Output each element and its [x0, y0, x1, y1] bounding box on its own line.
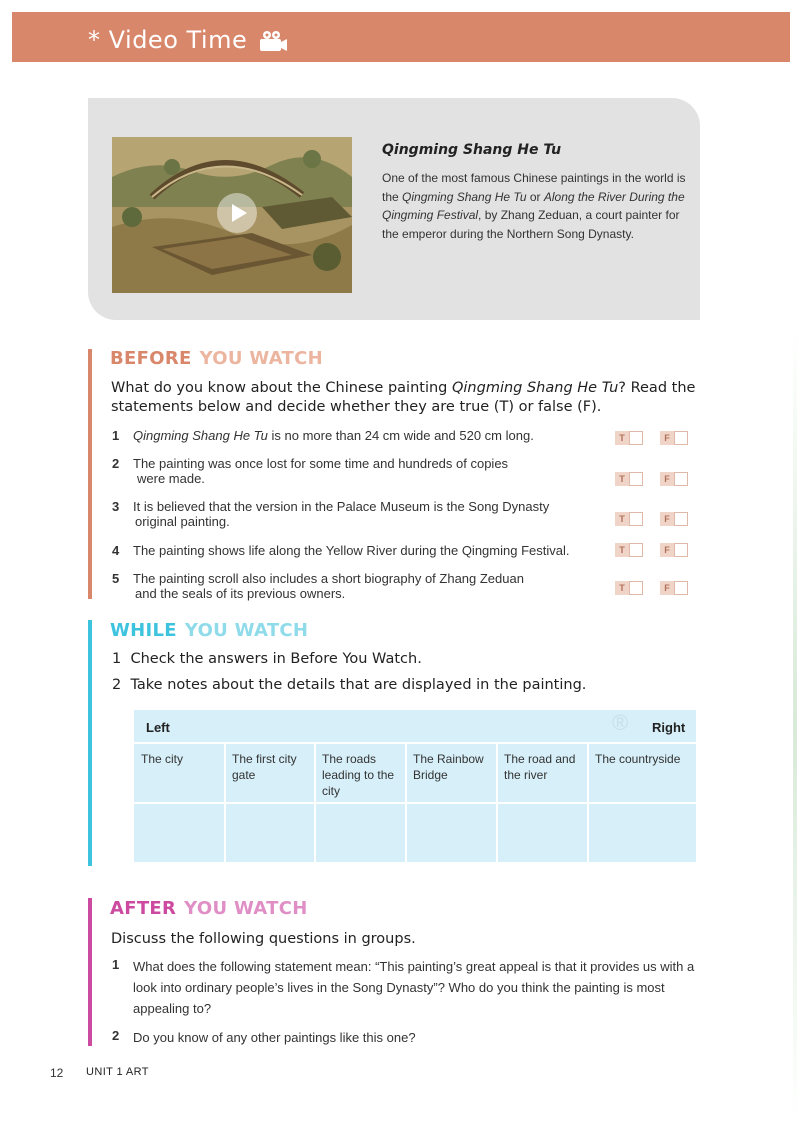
instruction-part: ? Read the statements below and decide whether they are true (T) or false (F). [111, 380, 696, 415]
section-title: * Video Time [88, 26, 248, 54]
true-label: T [615, 543, 629, 557]
false-checkbox[interactable] [660, 472, 688, 486]
statement-number: 4 [112, 543, 120, 558]
column-header: The road and the river [504, 752, 576, 782]
notes-cell[interactable] [316, 804, 405, 862]
statement-text [133, 571, 603, 601]
registered-mark: ® [612, 710, 629, 735]
true-checkbox[interactable] [615, 512, 643, 526]
false-box[interactable] [674, 472, 688, 486]
painting-title: Qingming Shang He Tu [382, 142, 562, 158]
before-section-bar [88, 349, 92, 599]
notes-cell[interactable] [407, 804, 496, 862]
while-item [112, 651, 422, 667]
false-box[interactable] [674, 581, 688, 595]
before-you-watch-title [110, 348, 323, 369]
statement-number: 5 [112, 571, 120, 586]
true-box[interactable] [629, 543, 643, 557]
true-box[interactable] [629, 512, 643, 526]
true-label: T [615, 431, 629, 445]
statement-line: The painting was once lost for some time and hundreds of copies [133, 456, 509, 471]
item-number: 2 [112, 677, 122, 693]
desc-italic: Qingming Shang He Tu [402, 189, 527, 204]
statement-text [133, 428, 603, 443]
table-divider [134, 742, 696, 744]
false-checkbox[interactable] [660, 543, 688, 557]
true-checkbox[interactable] [615, 581, 643, 595]
question-number: 2 [112, 1028, 120, 1043]
unit-label: UNIT 1 ART [86, 1066, 149, 1078]
false-box[interactable] [674, 543, 688, 557]
table-right-label: Right [652, 720, 686, 735]
true-label: T [615, 581, 629, 595]
while-you-watch-title [110, 620, 308, 641]
title-word: BEFORE [110, 348, 192, 369]
item-text: Check the answers in Before You Watch. [130, 651, 422, 667]
statement-line: and the seals of its previous owners. [135, 586, 346, 601]
statement-text [133, 456, 603, 486]
column-header: The first city gate [232, 752, 297, 782]
question-text: What does the following statement mean: “This painting’s great appeal is that it provides us with a look into ordinary people’s lives in the Song Dynasty”? Who do you think the painting is most appealing to? [133, 959, 695, 1016]
painting-description [382, 169, 690, 243]
statement-number: 1 [112, 428, 120, 443]
false-checkbox[interactable] [660, 581, 688, 595]
instruction-part: What do you know about the Chinese painting [111, 380, 452, 396]
statement-number: 3 [112, 499, 120, 514]
true-box[interactable] [629, 472, 643, 486]
false-label: F [660, 431, 674, 445]
statement-line: original painting. [135, 514, 230, 529]
false-checkbox[interactable] [660, 431, 688, 445]
item-text: Take notes about the details that are displayed in the painting. [130, 677, 587, 693]
while-section-bar [88, 620, 92, 866]
title-word: AFTER [110, 898, 177, 919]
column-header: The countryside [595, 752, 681, 766]
column-header: The roads leading to the city [322, 752, 395, 798]
true-box[interactable] [629, 431, 643, 445]
false-label: F [660, 472, 674, 486]
notes-cell[interactable] [589, 804, 696, 862]
title-word: YOU WATCH [199, 348, 323, 369]
question-number: 1 [112, 957, 120, 972]
statement-line: It is believed that the version in the Palace Museum is the Song Dynasty [133, 499, 550, 514]
desc-part: , by Zhang Zeduan, a court painter for the emperor during the Northern Song Dynasty. [382, 208, 680, 241]
true-checkbox[interactable] [615, 472, 643, 486]
title-word: YOU WATCH [184, 898, 308, 919]
statement-line: were made. [137, 471, 205, 486]
desc-part: or [526, 189, 544, 204]
notes-cell[interactable] [134, 804, 224, 862]
question-text: Do you know of any other paintings like this one? [133, 1030, 416, 1045]
false-label: F [660, 543, 674, 557]
false-box[interactable] [674, 512, 688, 526]
statement-number: 2 [112, 456, 120, 471]
false-box[interactable] [674, 431, 688, 445]
instruction-italic: Qingming Shang He Tu [451, 380, 619, 396]
while-item [112, 677, 586, 693]
true-label: T [615, 472, 629, 486]
play-icon [217, 193, 257, 233]
true-label: T [615, 512, 629, 526]
false-label: F [660, 581, 674, 595]
item-number: 1 [112, 651, 122, 667]
false-label: F [660, 512, 674, 526]
notes-cell[interactable] [226, 804, 314, 862]
true-checkbox[interactable] [615, 431, 643, 445]
statement-text: The painting shows life along the Yellow River during the Qingming Festival. [133, 543, 570, 558]
play-video-button[interactable] [217, 193, 257, 233]
video-camera-icon [258, 30, 288, 54]
statement-part: is no more than 24 cm wide and 520 cm long. [267, 428, 534, 443]
column-header: The Rainbow Bridge [413, 752, 484, 782]
true-box[interactable] [629, 581, 643, 595]
title-word: WHILE [110, 620, 177, 641]
page-edge-decoration [793, 330, 797, 1120]
true-checkbox[interactable] [615, 543, 643, 557]
statement-text [133, 499, 603, 529]
after-you-watch-title [110, 898, 308, 919]
title-word: YOU WATCH [184, 620, 309, 641]
false-checkbox[interactable] [660, 512, 688, 526]
page-number: 12 [50, 1066, 64, 1080]
statement-line: The painting scroll also includes a short biography of Zhang Zeduan [133, 571, 524, 586]
column-header: The city [141, 752, 184, 766]
after-section-bar [88, 898, 92, 1046]
notes-cell[interactable] [498, 804, 587, 862]
desc-part: One of the most famous Chinese paintings in the world is the [382, 171, 686, 204]
after-instruction: Discuss the following questions in groups. [111, 931, 416, 947]
desc-italic: Along the River During the Qingming Festival [382, 189, 685, 222]
statement-italic: Qingming Shang He Tu [133, 428, 268, 443]
table-left-label: Left [146, 720, 170, 735]
before-instruction [111, 379, 711, 417]
